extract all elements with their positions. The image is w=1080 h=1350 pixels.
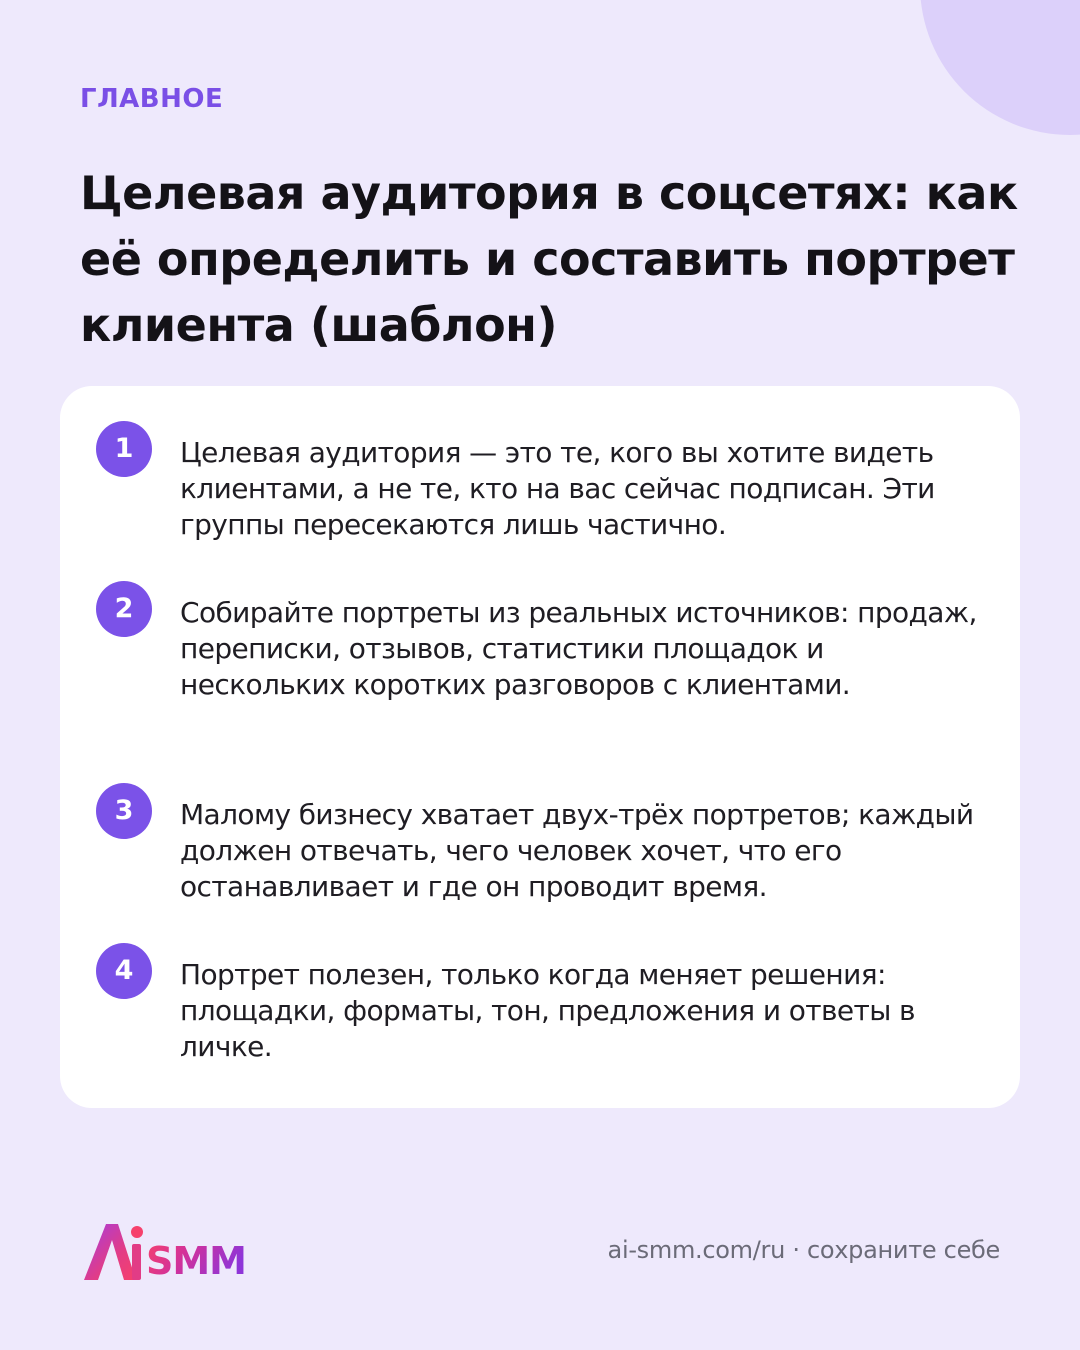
number-badge: 4 — [96, 943, 152, 999]
list-item-text: Портрет полезен, только когда меняет решения: площадки, форматы, тон, предложения и ответы в личке. — [180, 958, 915, 1063]
list-item-text: Целевая аудитория — это те, кого вы хотите видеть клиентами, а не те, кто на вас сейчас подписан. Эти группы пересекаются лишь частично. — [180, 436, 935, 541]
logo-wordmark: SMM — [146, 1239, 246, 1283]
footer-caption: ai-smm.com/ru · сохраните себе — [607, 1236, 1000, 1264]
list-item-text: Малому бизнесу хватает двух-трёх портретов; каждый должен отвечать, чего человек хочет, что его останавливает и где он проводит время. — [180, 798, 974, 903]
key-points-card — [60, 386, 1020, 1108]
page-title: Целевая аудитория в соцсетях: как её определить и составить портрет клиента (шаблон) — [80, 166, 1018, 352]
aismm-logo — [80, 1218, 280, 1288]
section-label: ГЛАВНОЕ — [80, 84, 224, 114]
number-badge: 1 — [96, 421, 152, 477]
list-item-text: Собирайте портреты из реальных источников: продаж, переписки, отзывов, статистики площадок и нескольких коротких разговоров с клиентами. — [180, 596, 977, 701]
number-badge: 2 — [96, 581, 152, 637]
number-badge: 3 — [96, 783, 152, 839]
decorative-circle — [920, 0, 1080, 135]
